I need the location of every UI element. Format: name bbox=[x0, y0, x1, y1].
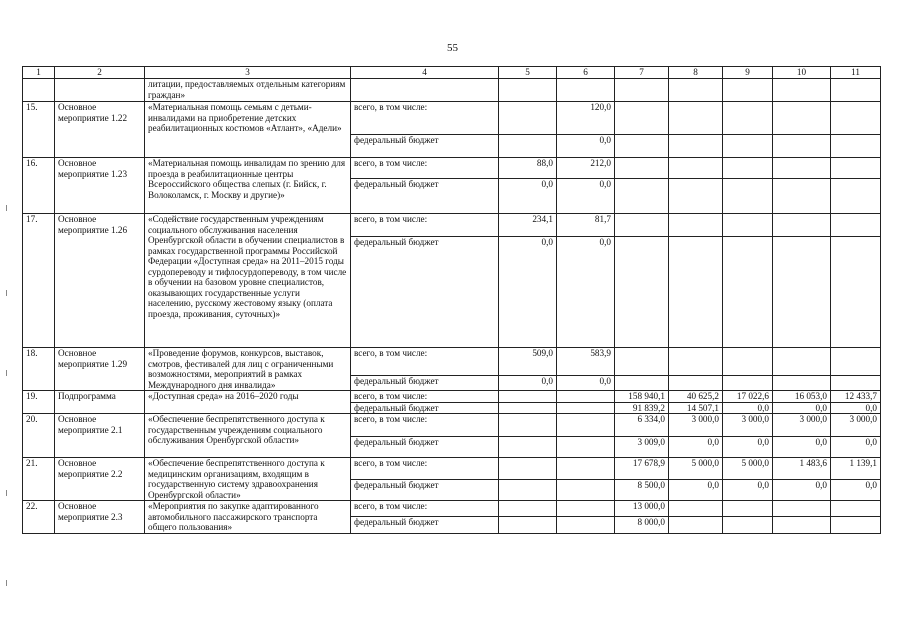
amount-cell: 14 507,1 bbox=[669, 402, 723, 414]
funding-kind-cell: всего, в том числе: bbox=[351, 391, 499, 403]
amount-cell bbox=[499, 517, 557, 533]
amount-cell: 0,0 bbox=[773, 437, 831, 458]
funding-kind-cell: всего, в том числе: bbox=[351, 102, 499, 135]
header-row bbox=[23, 67, 881, 79]
amount-cell bbox=[831, 517, 881, 533]
table-row bbox=[23, 214, 881, 237]
amount-cell: 0,0 bbox=[557, 237, 615, 348]
margin-tick bbox=[6, 490, 7, 496]
amount-cell bbox=[723, 158, 773, 179]
header-cell: 1 bbox=[23, 67, 55, 79]
funding-kind-cell: федеральный бюджет bbox=[351, 135, 499, 158]
row-description-cell: «Мероприятия по закупке адаптированного автомобильного пассажирского транспорта общего пользования» bbox=[145, 501, 351, 534]
row-type-cell: Основное мероприятие 1.26 bbox=[55, 214, 145, 348]
amount-cell: 0,0 bbox=[499, 376, 557, 391]
amount-cell: 0,0 bbox=[773, 402, 831, 414]
cell bbox=[723, 79, 773, 102]
amount-cell bbox=[557, 402, 615, 414]
amount-cell bbox=[669, 237, 723, 348]
amount-cell bbox=[499, 391, 557, 403]
amount-cell: 5 000,0 bbox=[723, 458, 773, 480]
amount-cell bbox=[773, 517, 831, 533]
header-cell: 10 bbox=[773, 67, 831, 79]
row-type-cell: Основное мероприятие 2.1 bbox=[55, 414, 145, 458]
amount-cell: 0,0 bbox=[557, 376, 615, 391]
margin-tick bbox=[6, 370, 7, 376]
amount-cell: 0,0 bbox=[669, 479, 723, 501]
amount-cell: 0,0 bbox=[669, 437, 723, 458]
row-type-cell: Основное мероприятие 1.23 bbox=[55, 158, 145, 214]
amount-cell bbox=[773, 237, 831, 348]
amount-cell: 3 009,0 bbox=[615, 437, 669, 458]
amount-cell bbox=[669, 501, 723, 517]
amount-cell: 12 433,7 bbox=[831, 391, 881, 403]
amount-cell: 3 000,0 bbox=[773, 414, 831, 437]
amount-cell bbox=[615, 348, 669, 376]
amount-cell bbox=[557, 479, 615, 501]
amount-cell bbox=[831, 237, 881, 348]
amount-cell bbox=[723, 214, 773, 237]
amount-cell bbox=[723, 517, 773, 533]
amount-cell bbox=[723, 376, 773, 391]
amount-cell bbox=[615, 214, 669, 237]
amount-cell bbox=[615, 376, 669, 391]
amount-cell bbox=[615, 102, 669, 135]
amount-cell bbox=[773, 501, 831, 517]
amount-cell: 0,0 bbox=[831, 437, 881, 458]
amount-cell: 234,1 bbox=[499, 214, 557, 237]
amount-cell: 3 000,0 bbox=[831, 414, 881, 437]
margin-tick bbox=[6, 290, 7, 296]
amount-cell bbox=[773, 158, 831, 179]
budget-table bbox=[22, 66, 881, 534]
amount-cell bbox=[831, 158, 881, 179]
header-cell: 5 bbox=[499, 67, 557, 79]
row-number-cell: 18. bbox=[23, 348, 55, 391]
cell bbox=[499, 79, 557, 102]
page-number: 55 bbox=[447, 42, 458, 54]
cell bbox=[351, 79, 499, 102]
amount-cell bbox=[723, 348, 773, 376]
amount-cell bbox=[723, 102, 773, 135]
row-type-cell: Основное мероприятие 2.3 bbox=[55, 501, 145, 534]
amount-cell: 0,0 bbox=[499, 237, 557, 348]
amount-cell: 8 000,0 bbox=[615, 517, 669, 533]
funding-kind-cell: федеральный бюджет bbox=[351, 517, 499, 533]
amount-cell bbox=[723, 501, 773, 517]
margin-tick bbox=[6, 580, 7, 586]
row-number-cell: 20. bbox=[23, 414, 55, 458]
funding-kind-cell: федеральный бюджет bbox=[351, 376, 499, 391]
amount-cell bbox=[615, 237, 669, 348]
table-row bbox=[23, 414, 881, 437]
row-description-cell: литации, предоставляемых отдельным категориям граждан» bbox=[145, 79, 351, 102]
cell bbox=[615, 79, 669, 102]
header-cell: 9 bbox=[723, 67, 773, 79]
amount-cell: 88,0 bbox=[499, 158, 557, 179]
amount-cell: 8 500,0 bbox=[615, 479, 669, 501]
row-number-cell: 16. bbox=[23, 158, 55, 214]
amount-cell bbox=[557, 501, 615, 517]
row-number-cell bbox=[23, 79, 55, 102]
table-row bbox=[23, 102, 881, 135]
header-cell: 7 bbox=[615, 67, 669, 79]
table-row bbox=[23, 348, 881, 376]
amount-cell bbox=[557, 458, 615, 480]
amount-cell bbox=[669, 517, 723, 533]
amount-cell: 0,0 bbox=[831, 402, 881, 414]
amount-cell: 81,7 bbox=[557, 214, 615, 237]
amount-cell: 3 000,0 bbox=[723, 414, 773, 437]
row-type-cell: Основное мероприятие 1.22 bbox=[55, 102, 145, 158]
amount-cell: 158 940,1 bbox=[615, 391, 669, 403]
amount-cell bbox=[669, 135, 723, 158]
row-number-cell: 17. bbox=[23, 214, 55, 348]
amount-cell bbox=[773, 135, 831, 158]
amount-cell bbox=[499, 479, 557, 501]
amount-cell bbox=[669, 179, 723, 214]
amount-cell: 0,0 bbox=[723, 479, 773, 501]
header-cell: 2 bbox=[55, 67, 145, 79]
row-type-cell: Подпрограмма bbox=[55, 391, 145, 414]
row-description-cell: «Материальная помощь инвалидам по зрению для проезда в реабилитационные центры Всероссийского общества слепых (г. Бийск, г. Волоколамск, г. Москву и другие)» bbox=[145, 158, 351, 214]
header-cell: 4 bbox=[351, 67, 499, 79]
amount-cell bbox=[831, 214, 881, 237]
amount-cell bbox=[615, 135, 669, 158]
amount-cell: 0,0 bbox=[557, 135, 615, 158]
amount-cell: 5 000,0 bbox=[669, 458, 723, 480]
amount-cell bbox=[773, 376, 831, 391]
funding-kind-cell: федеральный бюджет bbox=[351, 479, 499, 501]
row-number-cell: 21. bbox=[23, 458, 55, 501]
table-row bbox=[23, 158, 881, 179]
amount-cell bbox=[557, 414, 615, 437]
cell bbox=[557, 79, 615, 102]
amount-cell bbox=[615, 158, 669, 179]
header-cell: 3 bbox=[145, 67, 351, 79]
funding-kind-cell: всего, в том числе: bbox=[351, 414, 499, 437]
amount-cell: 120,0 bbox=[557, 102, 615, 135]
amount-cell: 17 022,6 bbox=[723, 391, 773, 403]
amount-cell: 91 839,2 bbox=[615, 402, 669, 414]
table-row bbox=[23, 501, 881, 517]
row-description-cell: «Материальная помощь семьям с детьми-инвалидами на приобретение детских реабилитационных костюмов «Атлант», «Адели» bbox=[145, 102, 351, 158]
amount-cell bbox=[831, 501, 881, 517]
amount-cell: 3 000,0 bbox=[669, 414, 723, 437]
funding-kind-cell: федеральный бюджет bbox=[351, 237, 499, 348]
amount-cell bbox=[723, 179, 773, 214]
funding-kind-cell: всего, в том числе: bbox=[351, 458, 499, 480]
amount-cell bbox=[499, 437, 557, 458]
row-description-cell: «Проведение форумов, конкурсов, выставок, смотров, фестивалей для лиц с ограниченными возможностями, мероприятий в рамках Международного дня инвалида» bbox=[145, 348, 351, 391]
header-cell: 6 bbox=[557, 67, 615, 79]
amount-cell bbox=[669, 348, 723, 376]
amount-cell: 0,0 bbox=[499, 179, 557, 214]
continuation-row bbox=[23, 79, 881, 102]
amount-cell bbox=[557, 517, 615, 533]
amount-cell bbox=[669, 158, 723, 179]
row-description-cell: «Обеспечение беспрепятственного доступа к государственным учреждениям социального обслуживания Оренбургской области» bbox=[145, 414, 351, 458]
row-type-cell bbox=[55, 79, 145, 102]
funding-kind-cell: федеральный бюджет bbox=[351, 402, 499, 414]
amount-cell bbox=[773, 348, 831, 376]
cell bbox=[831, 79, 881, 102]
amount-cell: 40 625,2 bbox=[669, 391, 723, 403]
amount-cell bbox=[831, 135, 881, 158]
amount-cell: 0,0 bbox=[557, 179, 615, 214]
row-number-cell: 22. bbox=[23, 501, 55, 534]
amount-cell: 0,0 bbox=[723, 437, 773, 458]
amount-cell bbox=[773, 214, 831, 237]
row-description-cell: «Обеспечение беспрепятственного доступа к медицинским организациям, входящим в государственную систему здравоохранения Оренбургской области» bbox=[145, 458, 351, 501]
amount-cell: 583,9 bbox=[557, 348, 615, 376]
funding-kind-cell: всего, в том числе: bbox=[351, 348, 499, 376]
amount-cell bbox=[669, 214, 723, 237]
amount-cell: 0,0 bbox=[831, 479, 881, 501]
funding-kind-cell: всего, в том числе: bbox=[351, 158, 499, 179]
amount-cell bbox=[669, 102, 723, 135]
amount-cell bbox=[499, 135, 557, 158]
amount-cell bbox=[499, 458, 557, 480]
amount-cell bbox=[773, 102, 831, 135]
row-description-cell: «Доступная среда» на 2016–2020 годы bbox=[145, 391, 351, 414]
funding-kind-cell: всего, в том числе: bbox=[351, 214, 499, 237]
cell bbox=[773, 79, 831, 102]
amount-cell bbox=[669, 376, 723, 391]
funding-kind-cell: федеральный бюджет bbox=[351, 179, 499, 214]
amount-cell bbox=[499, 402, 557, 414]
amount-cell bbox=[499, 102, 557, 135]
amount-cell bbox=[723, 237, 773, 348]
amount-cell: 509,0 bbox=[499, 348, 557, 376]
amount-cell bbox=[831, 179, 881, 214]
amount-cell bbox=[831, 376, 881, 391]
amount-cell: 1 139,1 bbox=[831, 458, 881, 480]
row-type-cell: Основное мероприятие 2.2 bbox=[55, 458, 145, 501]
amount-cell bbox=[557, 391, 615, 403]
amount-cell bbox=[773, 179, 831, 214]
amount-cell: 13 000,0 bbox=[615, 501, 669, 517]
amount-cell bbox=[557, 437, 615, 458]
header-cell: 8 bbox=[669, 67, 723, 79]
amount-cell bbox=[831, 348, 881, 376]
table-row bbox=[23, 458, 881, 480]
table-row bbox=[23, 391, 881, 403]
amount-cell: 6 334,0 bbox=[615, 414, 669, 437]
amount-cell: 0,0 bbox=[723, 402, 773, 414]
row-description-cell: «Содействие государственным учреждениям социального обслуживания населения Оренбургской области в обучении специалистов в рамках государственной программы Российской Федерации «Доступная среда» на 2011–2015 годы сурдопереводу и тифлосурдопереводу, в том числе в обучении на базовом уровне специалистов, оказывающих государственные услуги населению, русскому жестовому языку (оплата проезда, проживания, суточных)» bbox=[145, 214, 351, 348]
row-number-cell: 15. bbox=[23, 102, 55, 158]
amount-cell: 1 483,6 bbox=[773, 458, 831, 480]
margin-tick bbox=[6, 205, 7, 211]
amount-cell: 212,0 bbox=[557, 158, 615, 179]
header-cell: 11 bbox=[831, 67, 881, 79]
funding-kind-cell: федеральный бюджет bbox=[351, 437, 499, 458]
row-number-cell: 19. bbox=[23, 391, 55, 414]
amount-cell: 16 053,0 bbox=[773, 391, 831, 403]
amount-cell bbox=[499, 501, 557, 517]
cell bbox=[669, 79, 723, 102]
amount-cell bbox=[723, 135, 773, 158]
amount-cell bbox=[499, 414, 557, 437]
row-type-cell: Основное мероприятие 1.29 bbox=[55, 348, 145, 391]
funding-kind-cell: всего, в том числе: bbox=[351, 501, 499, 517]
amount-cell: 17 678,9 bbox=[615, 458, 669, 480]
amount-cell: 0,0 bbox=[773, 479, 831, 501]
amount-cell bbox=[831, 102, 881, 135]
amount-cell bbox=[615, 179, 669, 214]
